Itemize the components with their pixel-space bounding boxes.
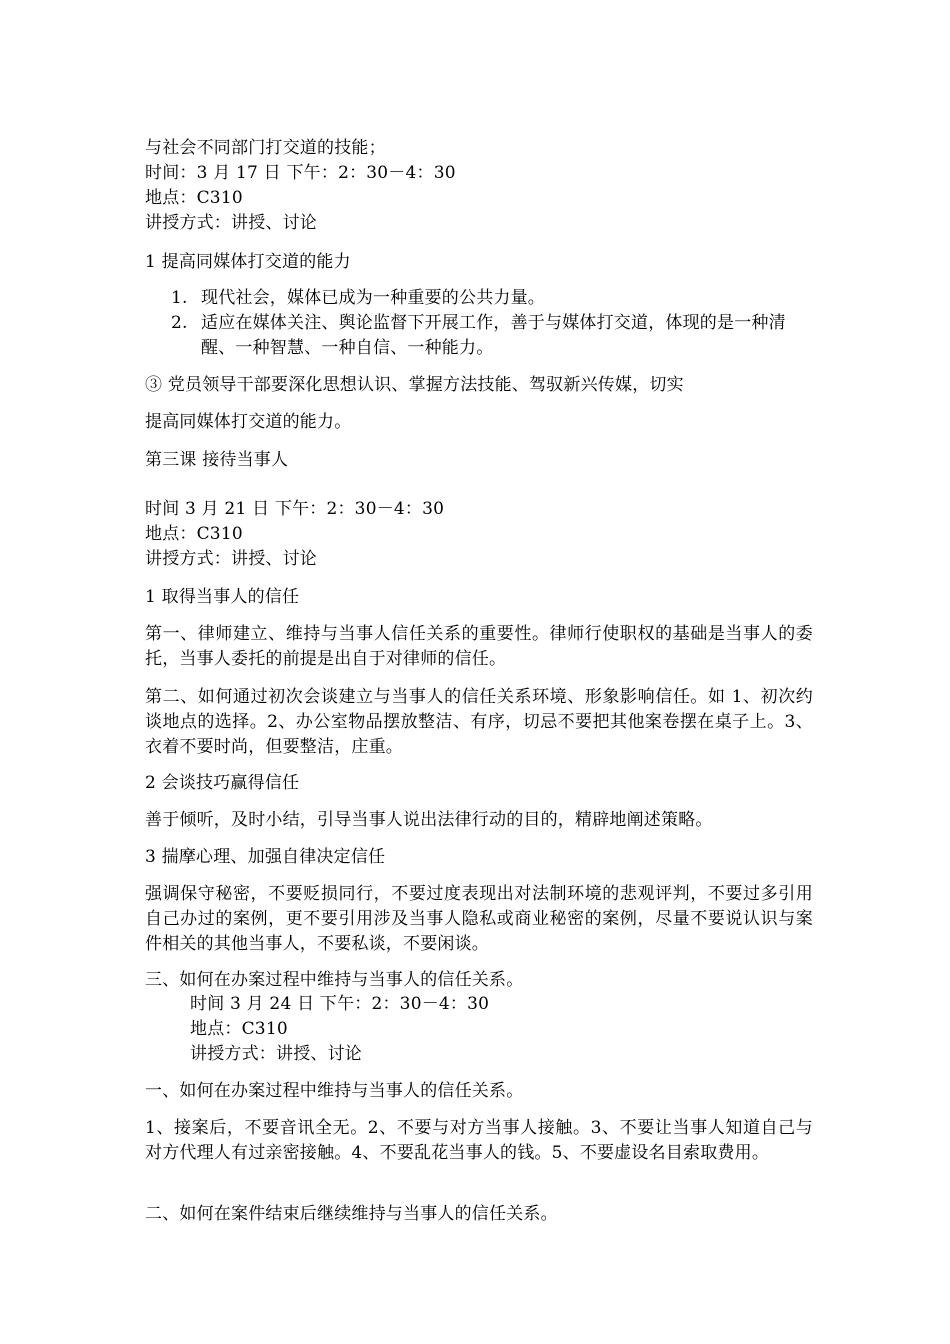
list-number: 2. xyxy=(171,313,188,333)
trust-heading: 1 取得当事人的信任 xyxy=(145,587,300,607)
list-text: 适应在媒体关注、舆论监督下开展工作，善于与媒体打交道，体现的是一种清醒、一种智慧、一种自信、一种能力。 xyxy=(201,313,786,358)
section3-line-place: 地点：C310 xyxy=(190,1019,288,1039)
maintain-heading: 一、如何在办案过程中维持与当事人的信任关系。 xyxy=(145,1081,524,1101)
media-list-item-1 xyxy=(171,286,813,311)
section3-block xyxy=(190,992,489,1067)
list-text: 现代社会，媒体已成为一种重要的公共力量。 xyxy=(201,288,545,308)
list-number: 1. xyxy=(171,288,188,308)
lesson3-block xyxy=(145,497,813,572)
intro-line-skill: 与社会不同部门打交道的技能； xyxy=(145,138,386,158)
intro-line-place: 地点：C310 xyxy=(145,188,243,208)
section3-line-time: 时间 3 月 24 日 下午：2：30－4：30 xyxy=(190,994,490,1014)
lesson3-line-method: 讲授方式：讲授、讨论 xyxy=(145,549,317,569)
section3-heading: 三、如何在办案过程中维持与当事人的信任关系。 xyxy=(145,970,524,990)
intro-line-time: 时间：3 月 17 日 下午：2：30－4：30 xyxy=(145,163,456,183)
after-heading: 二、如何在案件结束后继续维持与当事人的信任关系。 xyxy=(145,1204,558,1224)
media-heading: 1 提高同媒体打交道的能力 xyxy=(145,252,351,272)
trust-paragraph-1: 第一、律师建立、维持与当事人信任关系的重要性。律师行使职权的基础是当事人的委托，当事人委托的前提是出自于对律师的信任。 xyxy=(145,624,813,669)
maintain-paragraph: 1、接案后，不要音讯全无。2、不要与对方当事人接触。3、不要让当事人知道自己与对方代理人有过亲密接触。4、不要乱花当事人的钱。5、不要虚设名目索取费用。 xyxy=(145,1118,813,1163)
psych-heading: 3 揣摩心理、加强自律决定信任 xyxy=(145,847,386,867)
skill-heading: 2 会谈技巧赢得信任 xyxy=(145,773,300,793)
section3-line-method: 讲授方式：讲授、讨论 xyxy=(190,1044,362,1064)
trust-paragraph-2: 第二、如何通过初次会谈建立与当事人的信任关系环境、形象影响信任。如 1、初次约谈地点的选择。2、办公室物品摆放整洁、有序，切忌不要把其他案卷摆在桌子上。3、衣着不要时尚，但要整洁，庄重。 xyxy=(145,687,813,757)
skill-paragraph: 善于倾听，及时小结，引导当事人说出法律行动的目的，精辟地阐述策略。 xyxy=(145,810,713,830)
intro-block xyxy=(145,136,813,236)
media-item-3: ③ 党员领导干部要深化思想认识、掌握方法技能、驾驭新兴传媒，切实 xyxy=(145,375,684,395)
media-item-3-continued: 提高同媒体打交道的能力。 xyxy=(145,412,352,432)
lesson3-title: 第三课 接待当事人 xyxy=(145,450,289,470)
lesson3-line-time: 时间 3 月 21 日 下午：2：30－4：30 xyxy=(145,499,445,519)
media-list-item-2 xyxy=(171,311,813,361)
lesson3-line-place: 地点：C310 xyxy=(145,524,243,544)
psych-paragraph: 强调保守秘密，不要贬损同行，不要过度表现出对法制环境的悲观评判，不要过多引用自己办过的案例，更不要引用涉及当事人隐私或商业秘密的案例，尽量不要说认识与案件相关的其他当事人，不要私谈，不要闲谈。 xyxy=(145,884,813,954)
intro-line-method: 讲授方式：讲授、讨论 xyxy=(145,213,317,233)
